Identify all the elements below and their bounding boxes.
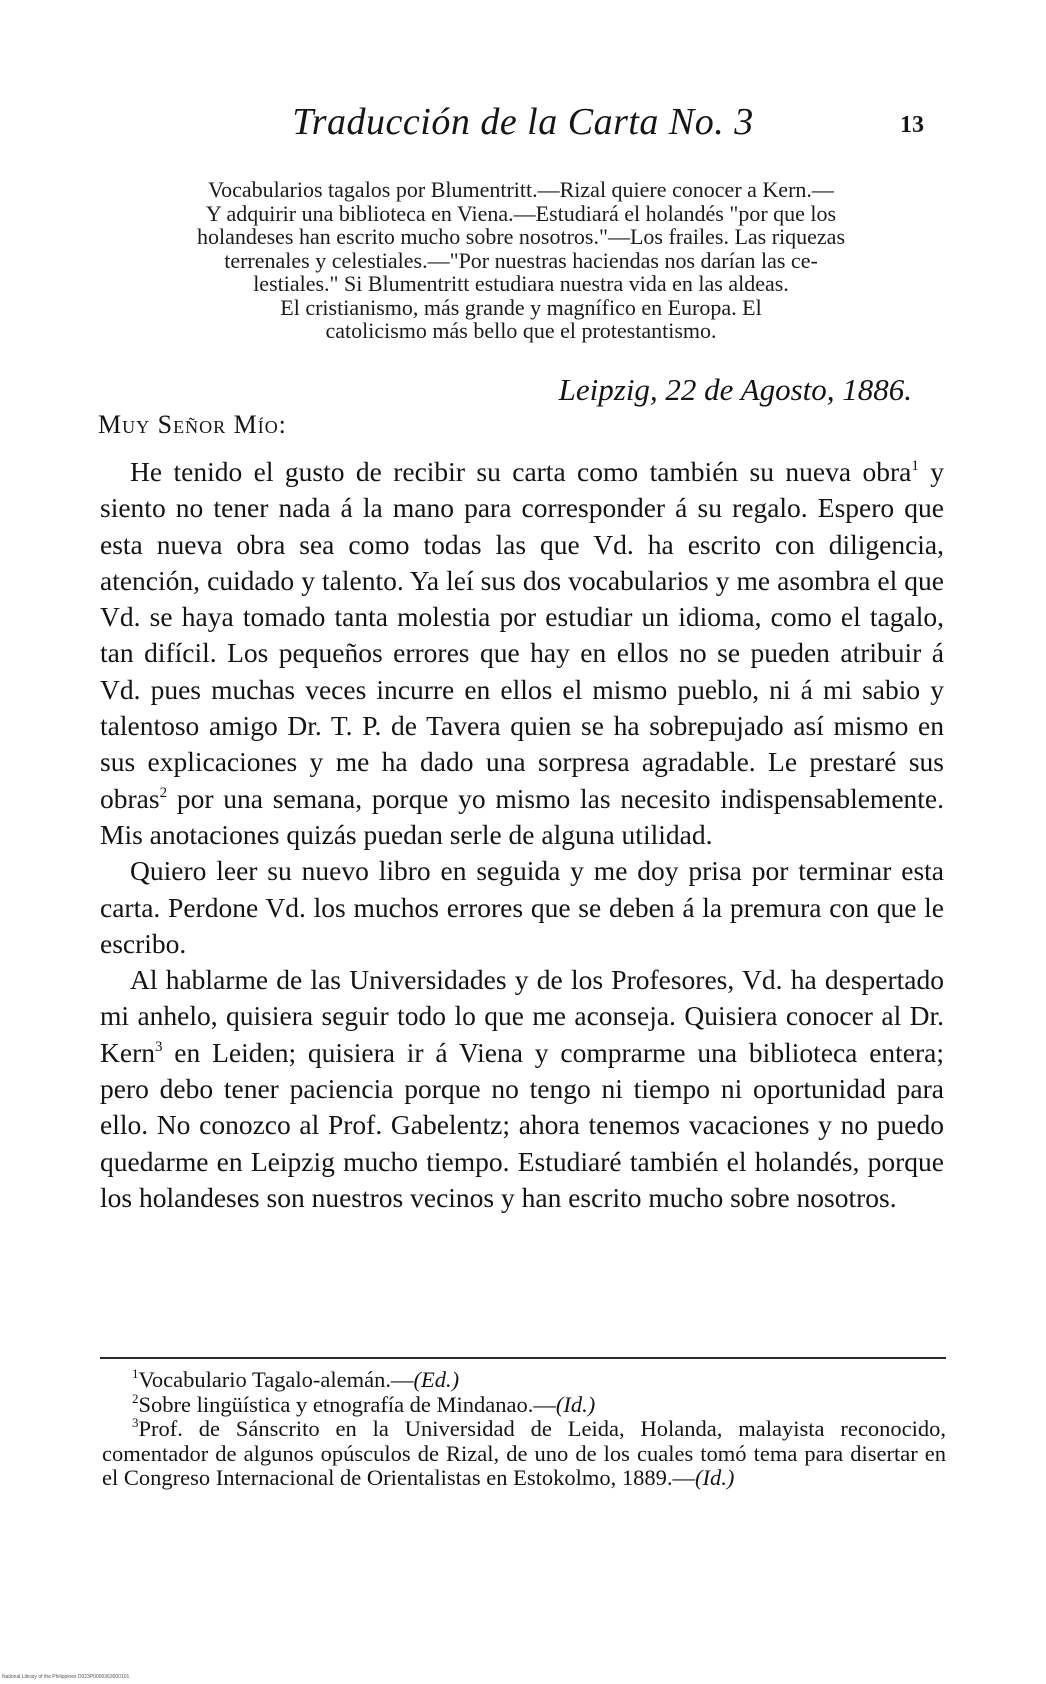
footnote-ref: (Ed.) — [413, 1367, 460, 1392]
summary-line: El cristianismo, más grande y magnífico en Europa. El — [280, 294, 762, 320]
footnote-number: 1 — [132, 1366, 139, 1381]
scan-library-mark: National Library of the Philippines D023P0000363000101 — [2, 1674, 130, 1680]
summary-line: lestiales." Si Blumentritt estudiara nuestra vida en las aldeas. — [253, 271, 789, 296]
letter-salutation: Muy Señor Mío: — [98, 410, 287, 439]
footnote-ref: (Id.) — [695, 1465, 735, 1490]
footnote-divider — [100, 1357, 946, 1359]
footnote-ref: (Id.) — [555, 1391, 596, 1417]
footnote-number: 3 — [132, 1415, 139, 1430]
footnote-reference: 3 — [154, 1038, 163, 1055]
footnote-reference: 2 — [159, 784, 168, 801]
body-paragraph: Quiero leer su nuevo libro en seguida y me doy prisa por terminar esta carta. Perdone Vd. los muchos errores que se deben á la premura con que le escribo. — [100, 855, 944, 959]
body-paragraph — [100, 962, 944, 1216]
footnote — [102, 1390, 946, 1418]
running-header-title: Traducción de la Carta No. 3 — [292, 101, 754, 143]
footnote-text: Sobre lingüística y etnografía de Mindanao.— — [138, 1391, 556, 1417]
summary-line: Y adquirir una biblioteca en Viena.—Estudiará el holandés "por que los — [205, 200, 837, 226]
footnotes — [102, 1368, 946, 1491]
letter-dateline: Leipzig, 22 de Agosto, 1886. — [558, 372, 912, 407]
paragraph-text: y siento no tener nada á la mano para corresponder á su regalo. Espero que esta nueva obra sea como todas las que Vd. ha escrito con diligencia, atención, cuidado y talento. Ya leí sus dos vocabularios y me asombra el que Vd. se haya tomado tanta molestia por estudiar un idioma, como el tagalo, tan difícil. Los pequeños errores que hay en ellos no se pueden atribuir á Vd. pues muchas veces incurre en ellos el mismo pueblo, ni á mi sabio y talentoso amigo Dr. T. P. de Tavera quien se ha sobrepujado así mismo en sus explicaciones y me ha dado una sorpresa agradable. Le prestaré sus obras — [100, 456, 944, 814]
letter-body — [100, 454, 944, 1216]
summary-line: Vocabularios tagalos por Blumentritt.—Rizal quiere conocer a Kern.— — [208, 177, 834, 202]
footnote — [102, 1417, 946, 1491]
paragraph-text: en Leiden; quisiera ir á Viena y comprarme una biblioteca entera; pero debo tener paciencia porque no tengo ni tiempo ni oportunidad para ello. No conozco al Prof. Gabelentz; ahora tenemos vacaciones y no puedo quedarme en Leipzig mucho tiempo. Estudiaré también el holandés, porque los holandeses son nuestros vecinos y han escrito mucho sobre nosotros. — [100, 1036, 944, 1213]
summary-line: catolicismo más bello que el protestantismo. — [325, 318, 717, 343]
footnote — [102, 1368, 946, 1393]
paragraph-text: por una semana, porque yo mismo las necesito indispensablemente. Mis anotaciones quizás puedan serle de alguna utilidad. — [100, 782, 944, 850]
paragraph-text: He tenido el gusto de recibir su carta como también su nueva obra — [130, 456, 912, 487]
page-number: 13 — [900, 112, 924, 138]
summary-line: holandeses han escrito mucho sobre nosotros."—Los frailes. Las riquezas — [196, 224, 846, 249]
footnote-reference: 1 — [911, 458, 919, 474]
paragraph-text: Al hablarme de las Universidades y de los Profesores, Vd. ha despertado mi anhelo, quisiera seguir todo lo que me aconseja. Quisiera conocer al Dr. Kern — [100, 964, 944, 1068]
footnote-text: Vocabulario Tagalo-alemán.— — [138, 1367, 414, 1392]
letter-summary — [95, 178, 947, 343]
footnote-text: Prof. de Sánscrito en la Universidad de Leida, Holanda, malayista reconocido, comentador de algunos opúsculos de Rizal, de uno de los cuales tomó tema para disertar en el Congreso Internacional de Orientalistas en Estokolmo, 1889.— — [102, 1416, 946, 1490]
summary-line: terrenales y celestiales.—"Por nuestras haciendas nos darían las ce- — [224, 247, 818, 273]
body-paragraph — [100, 454, 944, 853]
footnote-number: 2 — [132, 1390, 139, 1406]
